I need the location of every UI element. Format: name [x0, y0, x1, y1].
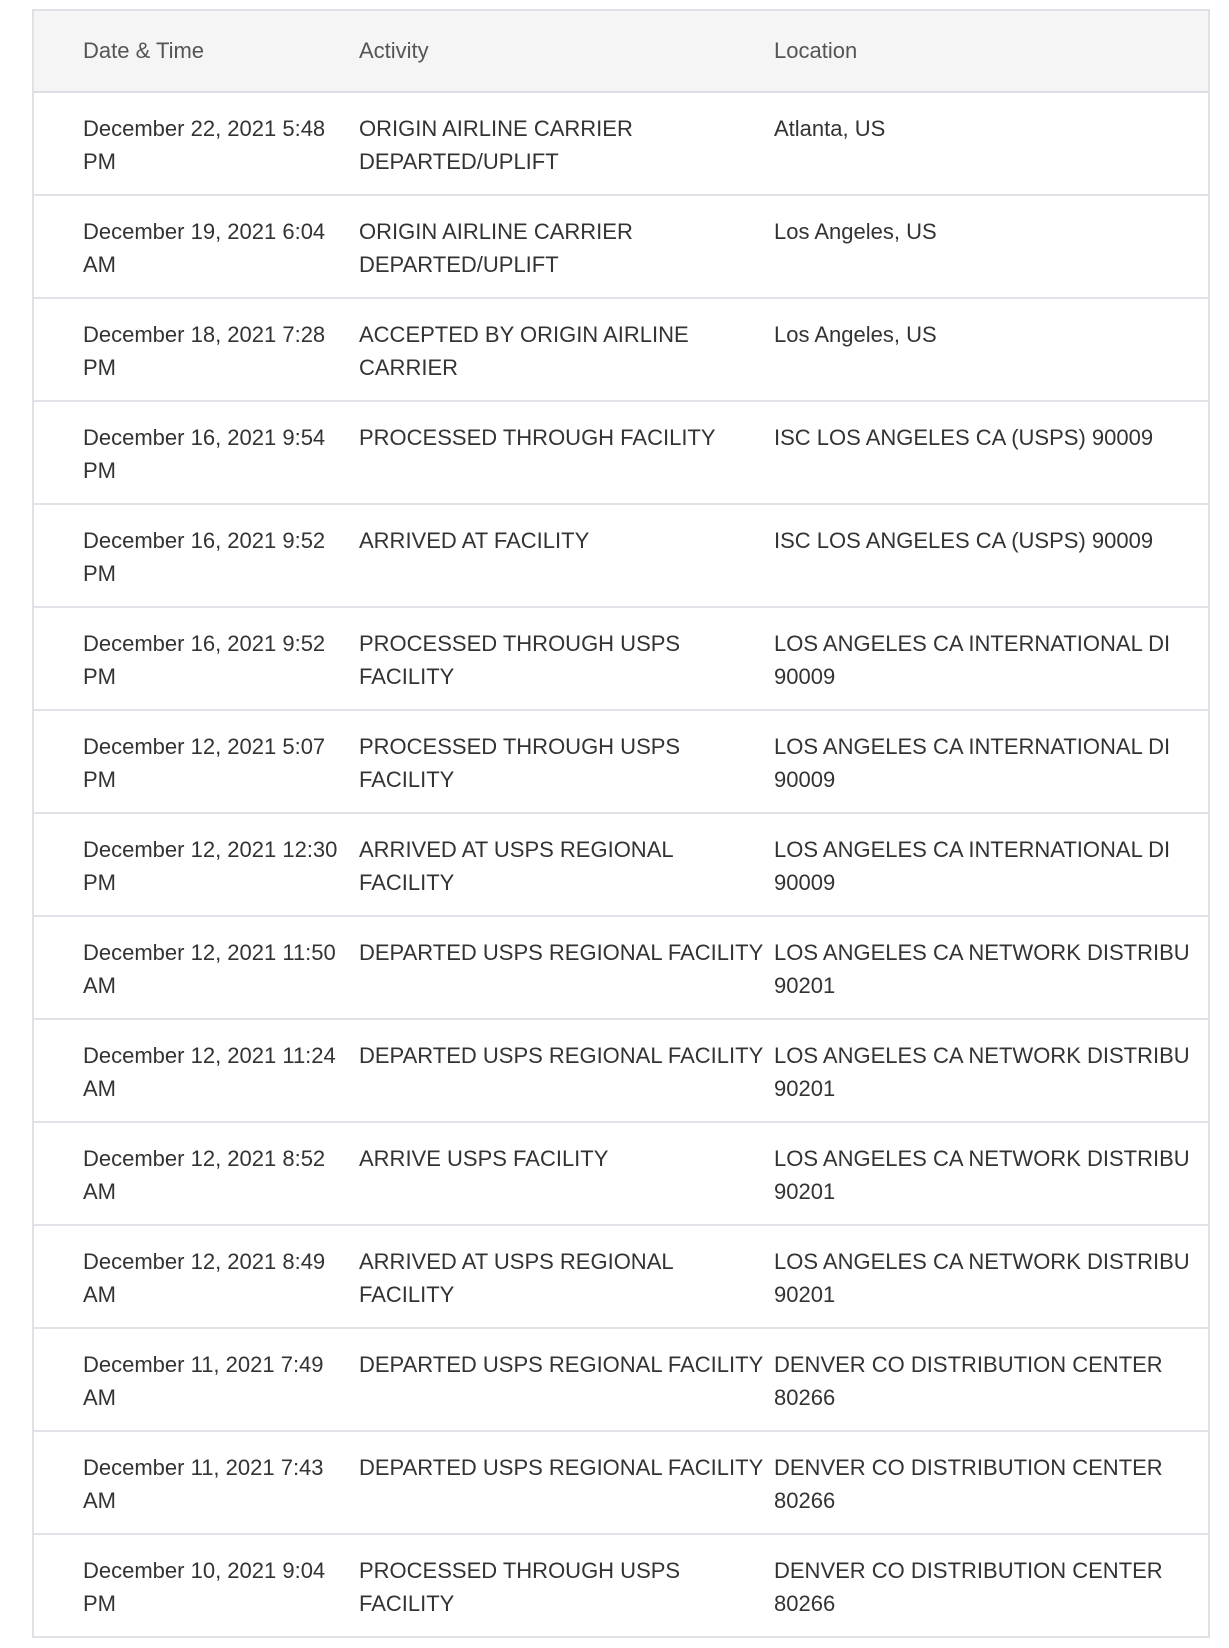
cell-date-time: December 12, 2021 11:50 AM: [83, 940, 336, 998]
cell-date-time: December 12, 2021 8:52 AM: [83, 1146, 326, 1204]
table-row: [34, 1020, 1208, 1123]
cell-location: DENVER CO DISTRIBUTION CENTER 80266: [774, 1352, 1163, 1410]
cell-date-time: December 12, 2021 11:24 AM: [83, 1043, 336, 1101]
cell-location: LOS ANGELES CA NETWORK DISTRIBU 90201: [774, 1043, 1190, 1101]
cell-location: LOS ANGELES CA INTERNATIONAL DI 90009: [774, 734, 1171, 792]
cell-activity: DEPARTED USPS REGIONAL FACILITY: [359, 940, 764, 965]
column-header-activity: Activity: [359, 38, 429, 63]
cell-location: DENVER CO DISTRIBUTION CENTER 80266: [774, 1455, 1163, 1513]
table-row: [34, 505, 1208, 608]
table-header: [34, 11, 1208, 93]
cell-location: ISC LOS ANGELES CA (USPS) 90009: [774, 425, 1154, 450]
column-header-date-time: Date & Time: [83, 38, 205, 63]
table-row: [34, 1535, 1208, 1636]
table-row: [34, 299, 1208, 402]
cell-date-time: December 22, 2021 5:48 PM: [83, 116, 326, 174]
cell-activity: DEPARTED USPS REGIONAL FACILITY: [359, 1043, 764, 1068]
cell-location: LOS ANGELES CA INTERNATIONAL DI 90009: [774, 631, 1171, 689]
cell-date-time: December 11, 2021 7:43 AM: [83, 1455, 324, 1513]
cell-date-time: December 18, 2021 7:28 PM: [83, 322, 326, 380]
table-row: [34, 1432, 1208, 1535]
cell-location: ISC LOS ANGELES CA (USPS) 90009: [774, 528, 1154, 553]
cell-activity: ORIGIN AIRLINE CARRIER DEPARTED/UPLIFT: [359, 116, 633, 174]
table-row: [34, 1123, 1208, 1226]
column-header-location: Location: [774, 38, 858, 63]
cell-date-time: December 19, 2021 6:04 AM: [83, 219, 326, 277]
cell-date-time: December 11, 2021 7:49 AM: [83, 1352, 324, 1410]
cell-location: DENVER CO DISTRIBUTION CENTER 80266: [774, 1558, 1163, 1616]
cell-activity: ARRIVED AT USPS REGIONAL FACILITY: [359, 837, 673, 895]
cell-activity: ARRIVED AT USPS REGIONAL FACILITY: [359, 1249, 673, 1307]
table-row: [34, 93, 1208, 196]
cell-activity: ARRIVE USPS FACILITY: [359, 1146, 609, 1171]
cell-activity: PROCESSED THROUGH USPS FACILITY: [359, 631, 681, 689]
cell-date-time: December 16, 2021 9:52 PM: [83, 528, 326, 586]
cell-activity: PROCESSED THROUGH USPS FACILITY: [359, 1558, 681, 1616]
cell-activity: ACCEPTED BY ORIGIN AIRLINE CARRIER: [359, 322, 689, 380]
table-row: [34, 1329, 1208, 1432]
cell-activity: PROCESSED THROUGH FACILITY: [359, 425, 716, 450]
table-row: [34, 711, 1208, 814]
tracking-history-table: [32, 9, 1210, 1638]
cell-location: Los Angeles, US: [774, 322, 937, 347]
cell-activity: DEPARTED USPS REGIONAL FACILITY: [359, 1352, 764, 1377]
table-row: [34, 814, 1208, 917]
table-row: [34, 402, 1208, 505]
cell-location: LOS ANGELES CA NETWORK DISTRIBU 90201: [774, 1249, 1190, 1307]
table-body: [34, 93, 1208, 1636]
cell-date-time: December 16, 2021 9:54 PM: [83, 425, 326, 483]
cell-location: Atlanta, US: [774, 116, 886, 141]
cell-date-time: December 12, 2021 5:07 PM: [83, 734, 326, 792]
cell-activity: ORIGIN AIRLINE CARRIER DEPARTED/UPLIFT: [359, 219, 633, 277]
cell-activity: ARRIVED AT FACILITY: [359, 528, 590, 553]
cell-date-time: December 12, 2021 8:49 AM: [83, 1249, 326, 1307]
cell-activity: DEPARTED USPS REGIONAL FACILITY: [359, 1455, 764, 1480]
cell-date-time: December 12, 2021 12:30 PM: [83, 837, 338, 895]
table-row: [34, 1226, 1208, 1329]
cell-location: Los Angeles, US: [774, 219, 937, 244]
cell-location: LOS ANGELES CA NETWORK DISTRIBU 90201: [774, 940, 1190, 998]
cell-date-time: December 16, 2021 9:52 PM: [83, 631, 326, 689]
cell-location: LOS ANGELES CA INTERNATIONAL DI 90009: [774, 837, 1171, 895]
table-row: [34, 608, 1208, 711]
table-row: [34, 196, 1208, 299]
cell-activity: PROCESSED THROUGH USPS FACILITY: [359, 734, 681, 792]
cell-date-time: December 10, 2021 9:04 PM: [83, 1558, 326, 1616]
cell-location: LOS ANGELES CA NETWORK DISTRIBU 90201: [774, 1146, 1190, 1204]
table-row: [34, 917, 1208, 1020]
